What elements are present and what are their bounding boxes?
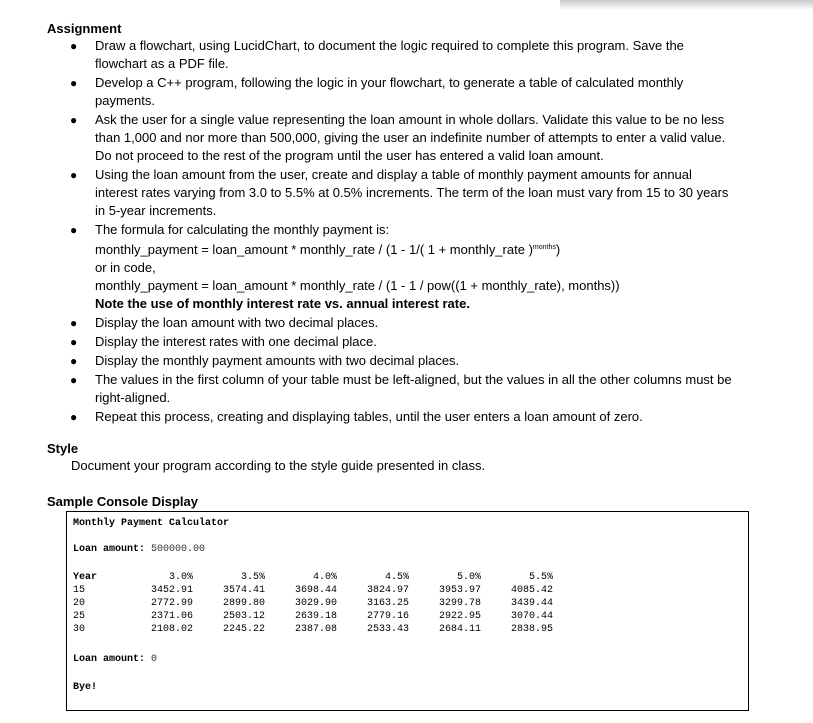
- table-row: [73, 597, 553, 610]
- list-item: [70, 74, 770, 110]
- formula-item: [70, 221, 770, 313]
- list-item: [70, 166, 770, 220]
- table-header-cell: 4.0%: [312, 572, 337, 583]
- table-cell: 25: [73, 611, 86, 622]
- list-item-text: Develop a C++ program, following the logic in your flowchart, to generate a table of calculated monthly: [95, 75, 684, 90]
- table-cell: 2838.95: [510, 624, 553, 635]
- table-cell: 2639.18: [294, 611, 337, 622]
- table-cell: 3163.25: [366, 598, 409, 609]
- list-item-text: Using the loan amount from the user, create and display a table of monthly payment amounts for annual: [95, 167, 692, 182]
- sample-heading: Sample Console Display: [47, 494, 198, 509]
- list-item: [70, 111, 770, 165]
- bullet-icon: ●: [70, 223, 78, 237]
- formula-or-code: or in code,: [95, 260, 156, 275]
- table-cell: 3698.44: [294, 585, 337, 596]
- table-row: [73, 584, 553, 597]
- formula-note: Note the use of monthly interest rate vs. annual interest rate.: [95, 296, 470, 311]
- bullet-icon: ●: [70, 316, 78, 330]
- bullet-icon: ●: [70, 168, 78, 182]
- table-cell: 20: [73, 598, 86, 609]
- console-bye: Bye!: [73, 682, 98, 693]
- table-cell: 15: [73, 585, 86, 596]
- table-header-cell: 5.0%: [456, 572, 481, 583]
- bullet-icon: ●: [70, 76, 78, 90]
- console-display: [66, 511, 749, 711]
- bullet-icon: ●: [70, 113, 78, 127]
- formula-text: monthly_payment = loan_amount * monthly_rate / (1 - 1/( 1 + monthly_rate ): [95, 242, 533, 257]
- console-title: Monthly Payment Calculator: [73, 518, 230, 529]
- table-cell: 2772.99: [150, 598, 193, 609]
- table-header-cell: 3.0%: [168, 572, 193, 583]
- formula-intro: The formula for calculating the monthly payment is:: [95, 222, 390, 237]
- list-item-text: flowchart as a PDF file.: [95, 56, 229, 71]
- formula-line-1: [95, 239, 770, 259]
- loan-label: Loan amount:: [73, 544, 152, 555]
- bullet-icon: ●: [70, 373, 78, 387]
- list-item: [70, 371, 770, 407]
- table-cell: 3439.44: [510, 598, 553, 609]
- table-row: [73, 623, 553, 636]
- table-header-cell: Year: [73, 572, 98, 583]
- table-cell: 2387.08: [294, 624, 337, 635]
- style-text: Document your program according to the style guide presented in class.: [71, 458, 486, 473]
- list-item-text: Do not proceed to the rest of the program until the user has entered a valid loan amount.: [95, 148, 604, 163]
- table-cell: 4085.42: [510, 585, 553, 596]
- table-cell: 2245.22: [222, 624, 265, 635]
- list-item: [70, 408, 770, 426]
- assignment-heading: Assignment: [47, 21, 122, 36]
- list-item-text: than 1,000 and nor more than 500,000, giving the user an indefinite number of attempts to enter a valid value.: [95, 130, 726, 145]
- bullet-icon: ●: [70, 39, 78, 53]
- list-item: [70, 352, 770, 370]
- table-cell: 3574.41: [222, 585, 265, 596]
- list-item: [70, 37, 770, 73]
- list-item-text: Display the loan amount with two decimal places.: [95, 315, 379, 330]
- table-cell: 3824.97: [366, 585, 409, 596]
- assignment-list: [70, 37, 770, 427]
- bullet-icon: ●: [70, 410, 78, 424]
- table-cell: 3452.91: [150, 585, 193, 596]
- table-header-cell: 4.5%: [384, 572, 409, 583]
- list-item-text: Repeat this process, creating and displaying tables, until the user enters a loan amount of zero.: [95, 409, 643, 424]
- formula-close-paren: ): [555, 242, 561, 257]
- loan-value: 0: [151, 654, 158, 665]
- table-cell: 2899.80: [222, 598, 265, 609]
- loan-label: Loan amount:: [73, 654, 152, 665]
- formula-exponent: months: [532, 244, 556, 251]
- table-header-cell: 5.5%: [528, 572, 553, 583]
- list-item-text: Ask the user for a single value representing the loan amount in whole dollars. Validate this value to be no less: [95, 112, 725, 127]
- table-cell: 2371.06: [150, 611, 193, 622]
- style-heading: Style: [47, 441, 79, 456]
- table-cell: 3029.90: [294, 598, 337, 609]
- list-item-text: interest rates varying from 3.0 to 5.5% at 0.5% increments. The term of the loan must vary from 15 to 30 years: [95, 185, 729, 200]
- bullet-icon: ●: [70, 335, 78, 349]
- table-cell: 30: [73, 624, 86, 635]
- console-loan-prompt: [73, 544, 205, 555]
- list-item-text: payments.: [95, 93, 155, 108]
- table-cell: 2779.16: [366, 611, 409, 622]
- table-cell: 2533.43: [366, 624, 409, 635]
- table-cell: 3299.78: [438, 598, 481, 609]
- table-cell: 2922.95: [438, 611, 481, 622]
- table-row: [73, 610, 553, 623]
- table-cell: 2684.11: [438, 624, 481, 635]
- list-item-text: The values in the first column of your table must be left-aligned, but the values in all the other columns must be: [95, 372, 732, 387]
- list-item-text: right-aligned.: [95, 390, 171, 405]
- list-item-text: Display the monthly payment amounts with two decimal places.: [95, 353, 460, 368]
- bullet-icon: ●: [70, 354, 78, 368]
- table-cell: 2503.12: [222, 611, 265, 622]
- list-item: [70, 314, 770, 332]
- table-cell: 3070.44: [510, 611, 553, 622]
- formula-line-2: monthly_payment = loan_amount * monthly_rate / (1 - 1 / pow((1 + monthly_rate), months)): [95, 278, 620, 293]
- payment-table: [73, 571, 553, 636]
- list-item-text: in 5-year increments.: [95, 203, 217, 218]
- top-shadow-bar: [560, 0, 813, 10]
- console-loan-prompt-2: [73, 654, 157, 665]
- list-item-text: Draw a flowchart, using LucidChart, to document the logic required to complete this program. Save the: [95, 38, 684, 53]
- list-item: [70, 333, 770, 351]
- table-cell: 3953.97: [438, 585, 481, 596]
- list-item-text: Display the interest rates with one decimal place.: [95, 334, 377, 349]
- table-cell: 2108.02: [150, 624, 193, 635]
- table-header-cell: 3.5%: [240, 572, 265, 583]
- loan-value: 500000.00: [151, 544, 206, 555]
- table-header-row: [73, 571, 553, 584]
